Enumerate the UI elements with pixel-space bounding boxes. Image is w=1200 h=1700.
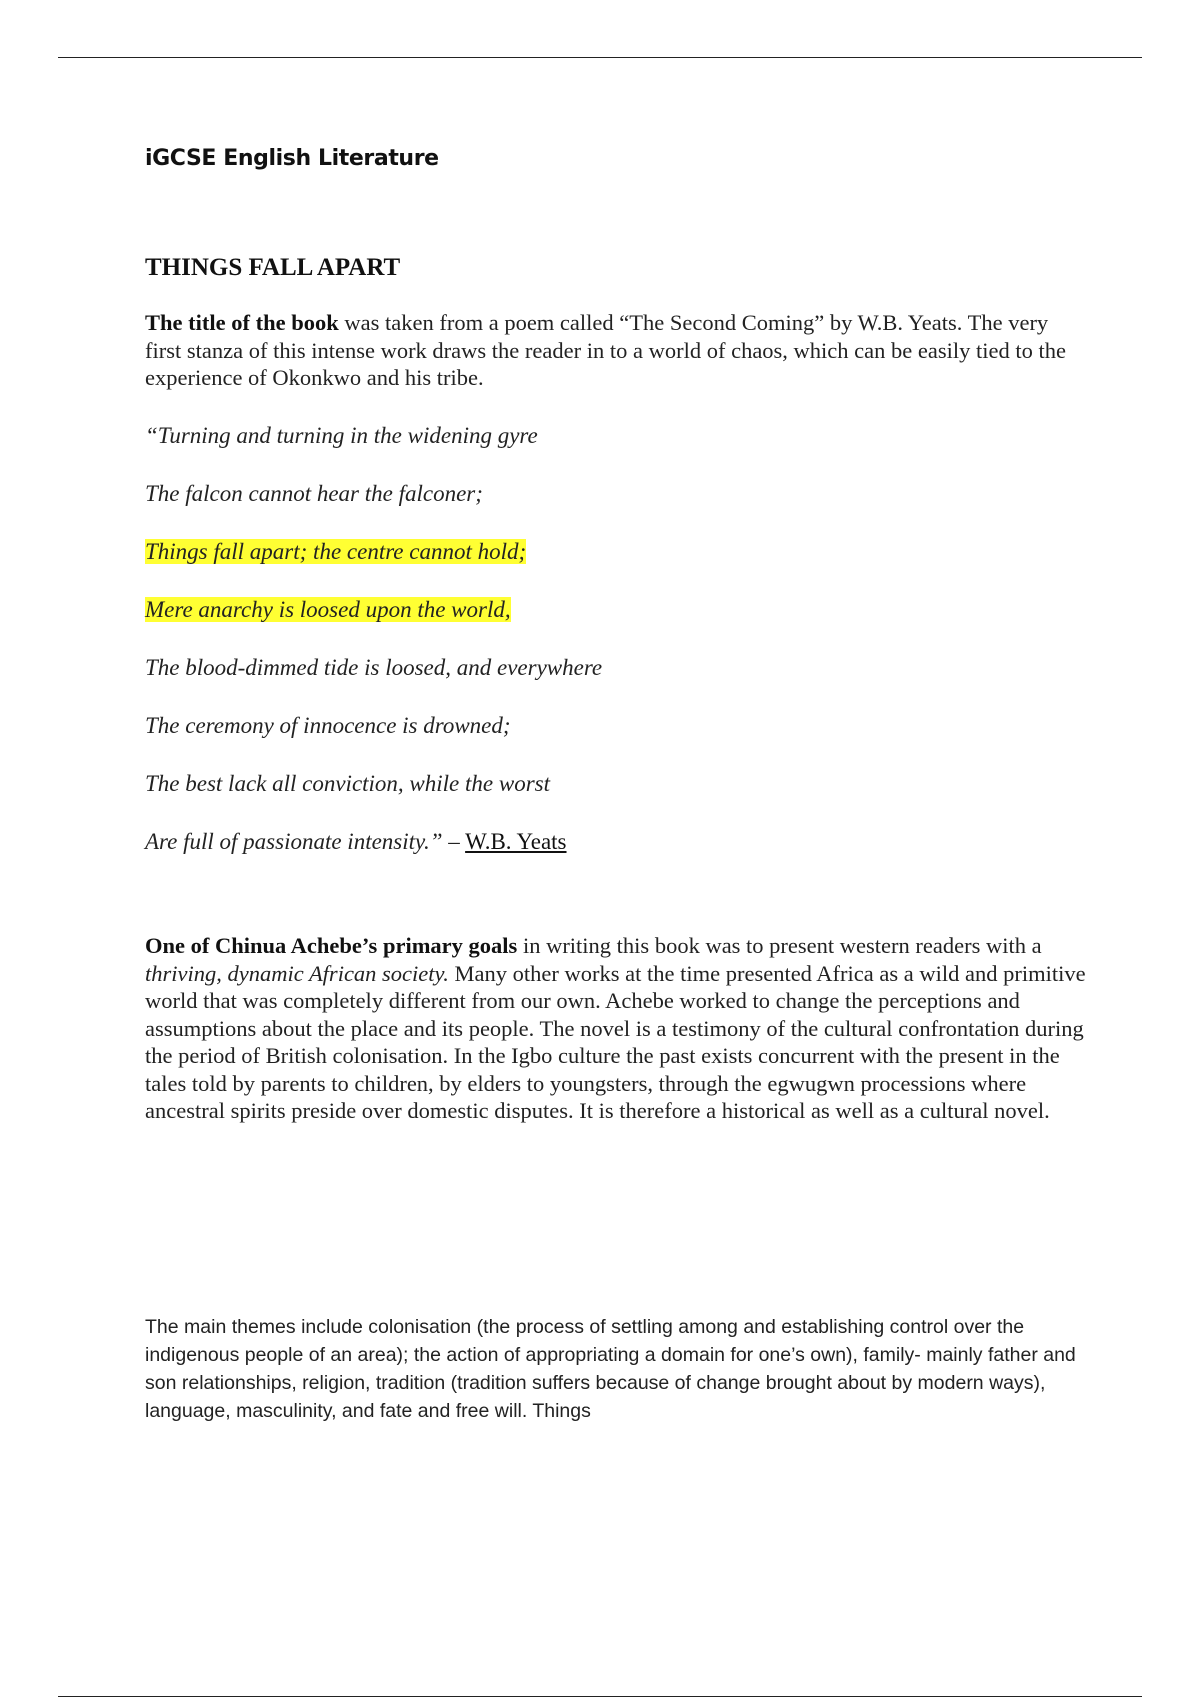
- poem-line-4: [145, 596, 511, 624]
- poem-line-1: “Turning and turning in the widening gyre: [145, 423, 538, 448]
- intro-text: was taken from a poem called “The Second Coming” by W.B. Yeats. The very first stanza of this intense work draws the reader in to a world of chaos, which can be easily tied to the experience of Okonkwo and his tribe.: [145, 310, 1066, 390]
- poem-author: W.B. Yeats: [465, 829, 567, 854]
- themes-paragraph: The main themes include colonisation (the process of settling among and establishing control over the indigenous people of an area); the action of appropriating a domain for one’s own), family- mainly father and son relationships, religion, tradition (tradition suffers because of change brought about by modern ways), language, masculinity, and fate and free will. Things: [145, 1316, 1076, 1422]
- poem-line-8: Are full of passionate intensity.” – W.B. Yeats: [145, 829, 567, 854]
- attribution-dash: –: [442, 829, 466, 854]
- course-heading: iGCSE English Literature: [145, 146, 439, 171]
- poem-line-2: The falcon cannot hear the falconer;: [145, 481, 483, 506]
- intro-paragraph: [145, 309, 1090, 392]
- goals-emphasis: thriving, dynamic African society.: [145, 960, 449, 986]
- poem-line-7: The best lack all conviction, while the worst: [145, 771, 550, 796]
- goals-text-1: in writing this book was to present western readers with a: [517, 933, 1042, 958]
- document-title: THINGS FALL APART: [145, 254, 401, 281]
- goals-paragraph: [145, 932, 1090, 1125]
- poem-line-5: The blood-dimmed tide is loosed, and everywhere: [145, 655, 603, 680]
- bottom-rule: [58, 1696, 1142, 1697]
- poem-line-3: [145, 538, 526, 566]
- goals-text-2: Many other works at the time presented Africa as a wild and primitive world that was completely different from our own. Achebe worked to change the perceptions and assumptions about the place and its people. The novel is a testimony of the cultural confrontation during the period of British colonisation. In the Igbo culture the past exists concurrent with the present in the tales told by parents to children, by elders to youngsters, through the egwugwn processions where ancestral spirits preside over domestic disputes. It is therefore a historical as well as a cultural novel.: [145, 960, 1086, 1123]
- poem-line-6: The ceremony of innocence is drowned;: [145, 713, 511, 738]
- highlighted-text: Mere anarchy is loosed upon the world,: [145, 597, 511, 622]
- goals-lead: One of Chinua Achebe’s primary goals: [145, 933, 518, 958]
- top-rule: [58, 57, 1142, 58]
- intro-lead: The title of the book: [145, 310, 339, 335]
- highlighted-text: Things fall apart; the centre cannot hold;: [145, 539, 527, 564]
